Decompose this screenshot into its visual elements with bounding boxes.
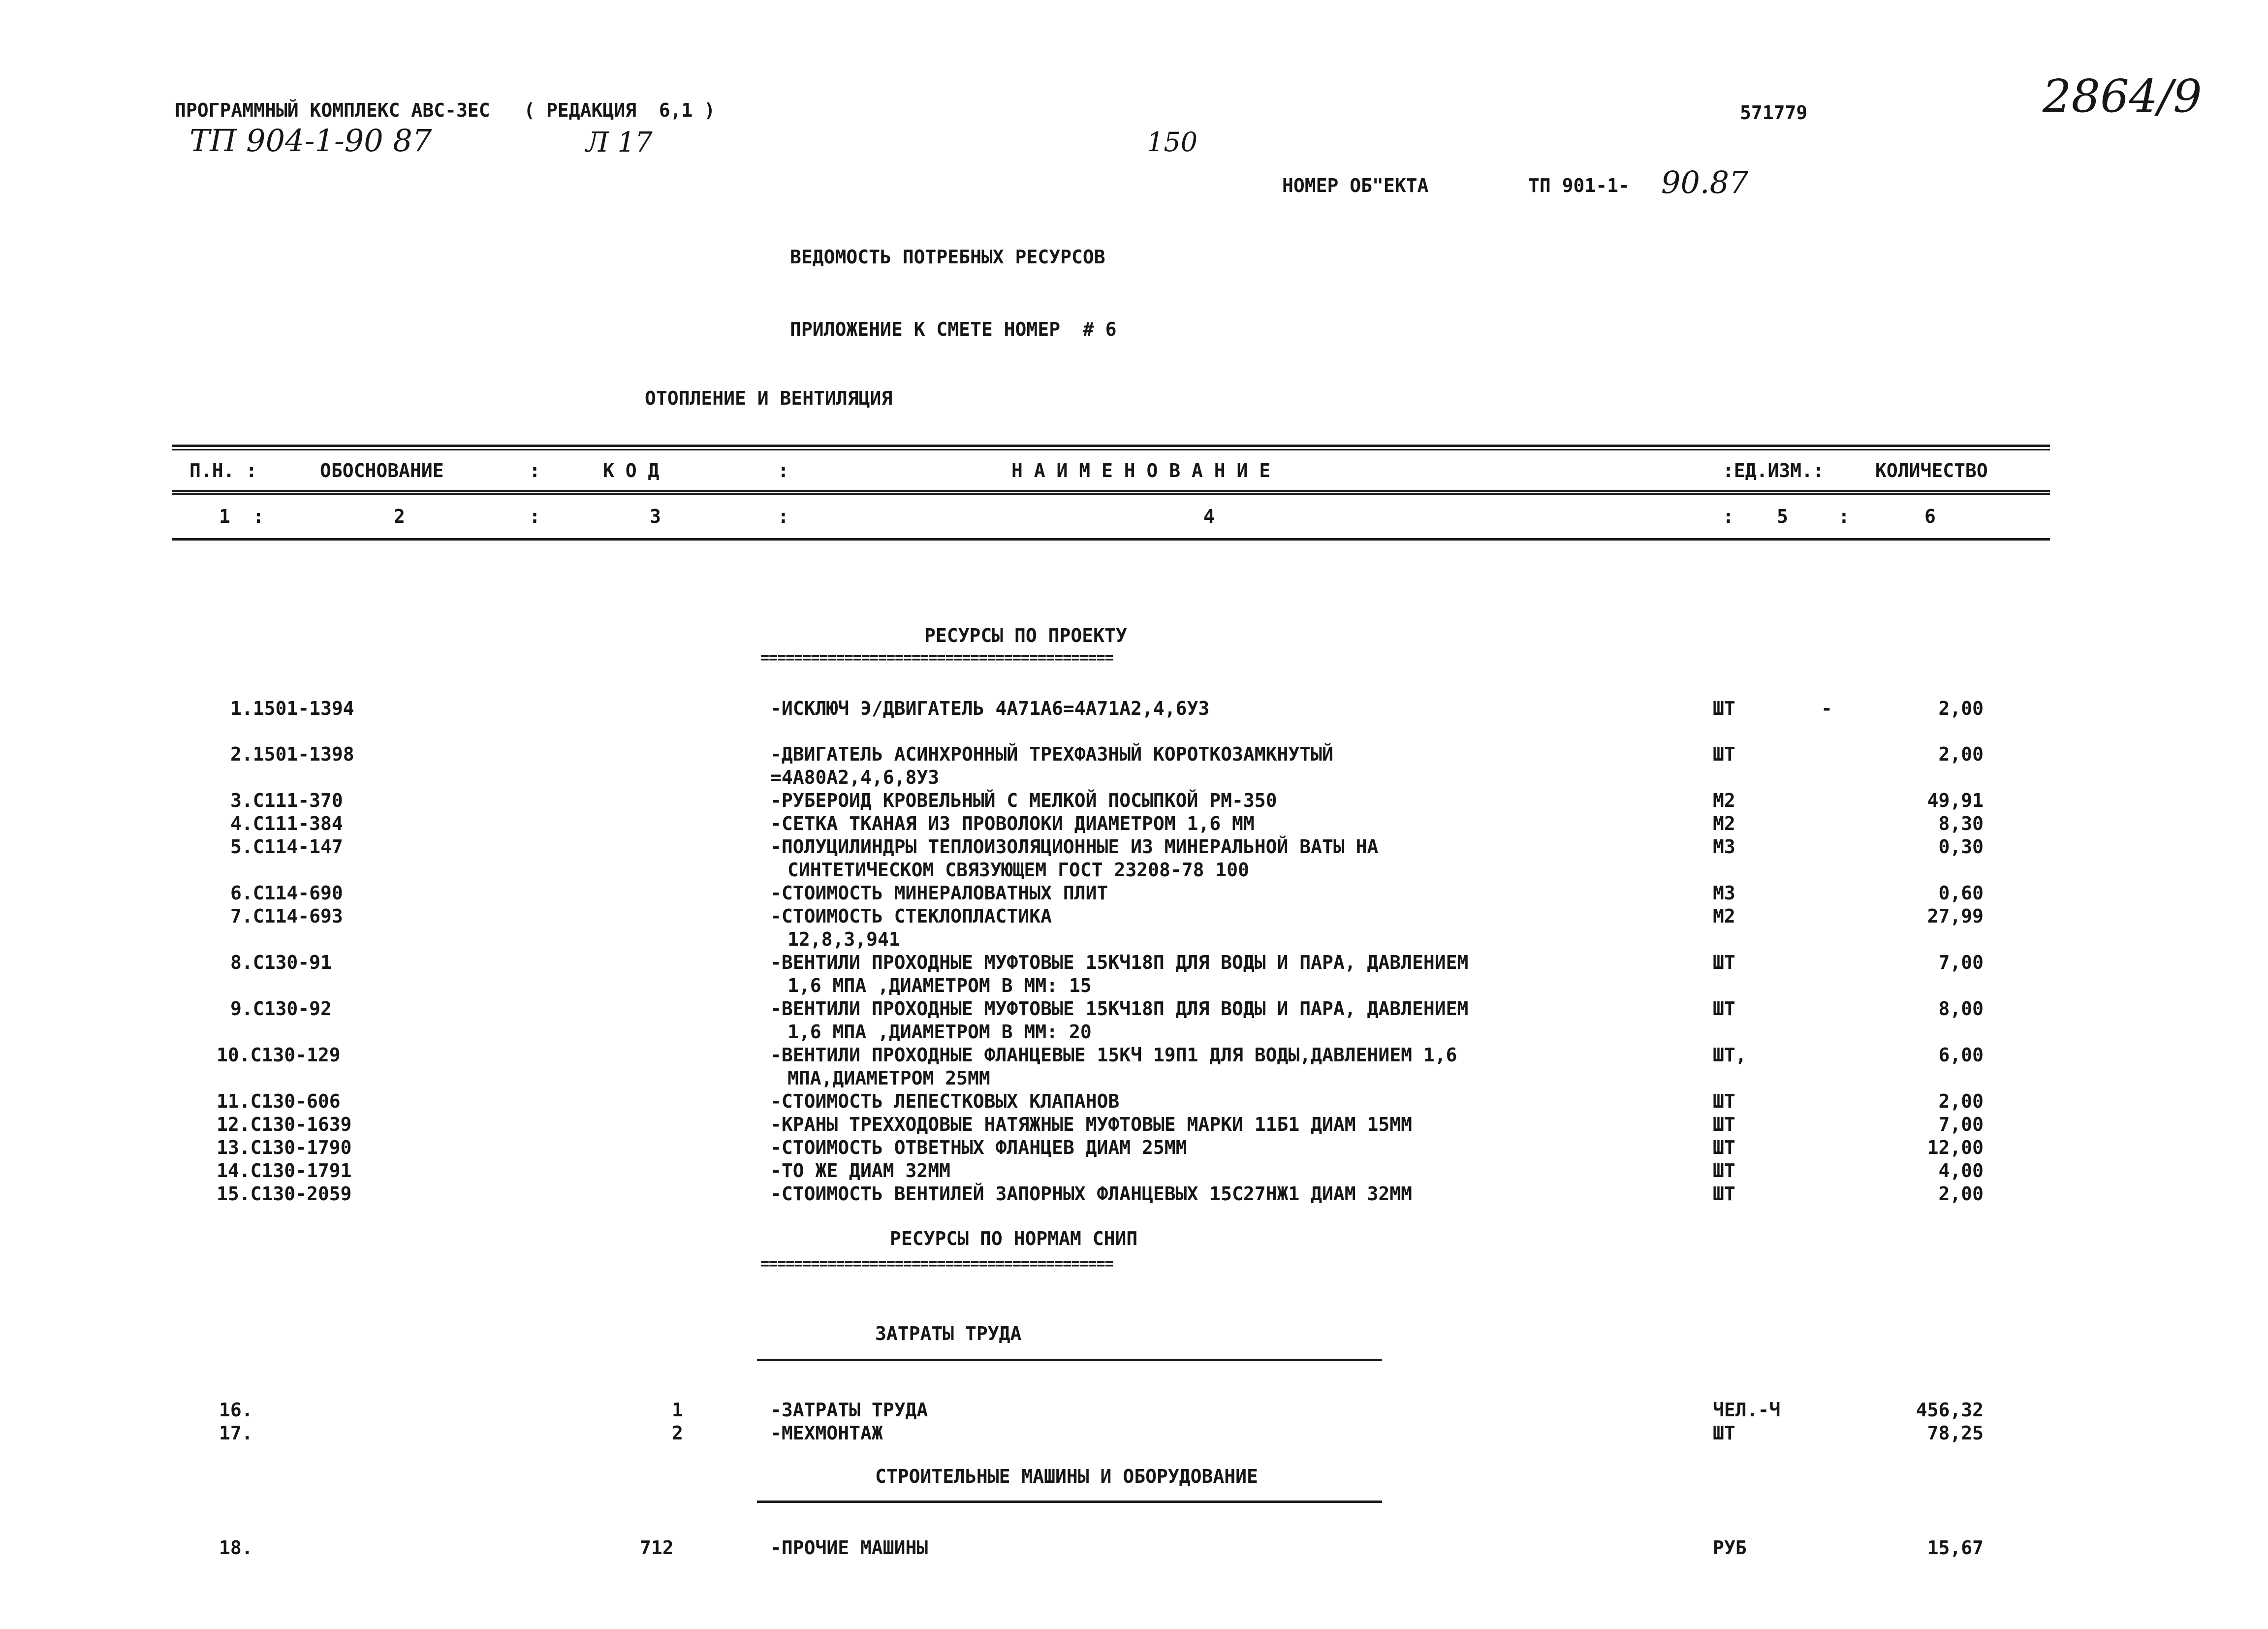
col-number: : [778, 506, 789, 527]
table-row-continuation [0, 1022, 2268, 1047]
col-number: 2 [394, 506, 405, 527]
table-row [0, 1138, 2268, 1163]
row-name-continuation: СИНТЕТИЧЕСКОМ СВЯЗУЮЩЕМ ГОСТ 23208-78 100 [788, 859, 1249, 881]
row-number: 10.С130-129 [217, 1044, 341, 1066]
col-header-name: Н А И М Е Н О В А Н И Е [1011, 460, 1271, 481]
col-number: : [1838, 506, 1850, 527]
row-number: 3.С111-370 [230, 790, 343, 811]
col-number: 5 [1777, 506, 1788, 527]
handwritten-sheet-mark: Л 17 [586, 127, 653, 159]
row-name: -СТОИМОСТЬ ЛЕПЕСТКОВЫХ КЛАПАНОВ [770, 1090, 1120, 1112]
row-quantity: 12,00 [1927, 1137, 1984, 1158]
row-number: 16. [219, 1399, 253, 1421]
row-number: 14.С130-1791 [217, 1160, 352, 1182]
row-number: 2.1501-1398 [230, 743, 354, 765]
table-row [0, 699, 2268, 724]
table-row [0, 884, 2268, 908]
row-name: -ПОЛУЦИЛИНДРЫ ТЕПЛОИЗОЛЯЦИОННЫЕ ИЗ МИНЕРАЛЬНОЙ ВАТЫ НА [770, 836, 1379, 858]
row-name: -СТОИМОСТЬ СТЕКЛОПЛАСТИКА [770, 905, 1052, 927]
row-unit: ШТ [1713, 1137, 1735, 1158]
col-number: 1 : [219, 506, 264, 527]
row-name-continuation: =4А80А2,4,6,8У3 [770, 767, 940, 788]
row-name-continuation: МПА,ДИАМЕТРОМ 25ММ [788, 1067, 990, 1089]
row-number: 13.С130-1790 [217, 1137, 352, 1158]
row-quantity: 15,67 [1927, 1537, 1984, 1559]
table-row [0, 1046, 2268, 1070]
row-name-continuation: 1,6 МПА ,ДИАМЕТРОМ В ММ: 15 [788, 975, 1092, 996]
table-row-continuation [0, 930, 2268, 955]
section-machines-title: СТРОИТЕЛЬНЫЕ МАШИНЫ И ОБОРУДОВАНИЕ [875, 1466, 1258, 1487]
section-norms-underline: ========================================== [760, 1255, 1113, 1273]
row-name: -СЕТКА ТКАНАЯ ИЗ ПРОВОЛОКИ ДИАМЕТРОМ 1,6 ММ [770, 813, 1255, 834]
row-name: -КРАНЫ ТРЕХХОДОВЫЕ НАТЯЖНЫЕ МУФТОВЫЕ МАРКИ 11Б1 ДИАМ 15ММ [770, 1114, 1413, 1135]
col-number: 4 [1203, 506, 1215, 527]
table-row-continuation [0, 1069, 2268, 1093]
col-number: : [1723, 506, 1734, 527]
section-project-title: РЕСУРСЫ ПО ПРОЕКТУ [924, 625, 1127, 646]
section-labor-rule [757, 1359, 1382, 1361]
col-number: : [529, 506, 540, 527]
row-unit: ШТ [1713, 952, 1735, 973]
table-row [0, 1161, 2268, 1186]
row-name: -ИСКЛЮЧ Э/ДВИГАТЕЛЬ 4А71А6=4А71А2,4,6У3 [770, 698, 1210, 719]
col-header-sep: : [778, 460, 789, 481]
row-name: -МЕХМОНТАЖ [770, 1422, 883, 1444]
header-top-rule-thin [172, 449, 2050, 450]
row-quantity: 7,00 [1938, 952, 1984, 973]
header-mid-rule [172, 490, 2050, 492]
row-number: 1.1501-1394 [230, 698, 354, 719]
row-code: 2 [672, 1422, 683, 1444]
row-name: -СТОИМОСТЬ ОТВЕТНЫХ ФЛАНЦЕВ ДИАМ 25ММ [770, 1137, 1187, 1158]
row-number: 7.С114-693 [230, 905, 343, 927]
row-number: 15.С130-2059 [217, 1183, 352, 1205]
row-quantity: 2,00 [1938, 1090, 1984, 1112]
table-row [0, 907, 2268, 931]
table-row [0, 745, 2268, 769]
row-name: -ВЕНТИЛИ ПРОХОДНЫЕ МУФТОВЫЕ 15КЧ18П ДЛЯ ВОДЫ И ПАРА, ДАВЛЕНИЕМ [770, 952, 1469, 973]
row-unit: М2 [1713, 905, 1735, 927]
table-row [0, 837, 2268, 862]
section-labor-title: ЗАТРАТЫ ТРУДА [875, 1323, 1022, 1344]
col-header-unit: :ЕД.ИЗМ.: [1723, 460, 1824, 481]
table-row [0, 1092, 2268, 1117]
row-unit: М2 [1713, 813, 1735, 834]
row-name-continuation: 12,8,3,941 [788, 928, 900, 950]
row-dash: - [1821, 698, 1832, 719]
row-number: 8.С130-91 [230, 952, 332, 973]
row-unit: М3 [1713, 836, 1735, 858]
table-row [0, 1538, 2268, 1563]
header-mid-rule-thin [172, 493, 2050, 495]
row-unit: РУБ [1713, 1537, 1747, 1559]
row-name: -ВЕНТИЛИ ПРОХОДНЫЕ МУФТОВЫЕ 15КЧ18П ДЛЯ ВОДЫ И ПАРА, ДАВЛЕНИЕМ [770, 998, 1469, 1020]
row-unit: ШТ [1713, 1114, 1735, 1135]
row-quantity: 27,99 [1927, 905, 1984, 927]
object-number-label: НОМЕР ОБ"ЕКТА [1282, 175, 1429, 196]
row-quantity: 2,00 [1938, 1183, 1984, 1205]
table-row [0, 953, 2268, 978]
section-norms-title: РЕСУРСЫ ПО НОРМАМ СНИП [890, 1228, 1138, 1249]
table-row-continuation [0, 861, 2268, 885]
section-machines-rule [757, 1501, 1382, 1503]
row-quantity: 78,25 [1927, 1422, 1984, 1444]
col-number: 3 [650, 506, 661, 527]
row-unit: ШТ [1713, 698, 1735, 719]
row-name: -СТОИМОСТЬ ВЕНТИЛЕЙ ЗАПОРНЫХ ФЛАНЦЕВЫХ 15С27НЖ1 ДИАМ 32ММ [770, 1183, 1413, 1205]
row-unit: ШТ [1713, 1090, 1735, 1112]
row-number: 6.С114-690 [230, 882, 343, 904]
row-number: 12.С130-1639 [217, 1114, 352, 1135]
table-row [0, 791, 2268, 816]
table-row-continuation [0, 768, 2268, 793]
table-row [0, 1424, 2268, 1448]
row-unit: ЧЕЛ.-Ч [1713, 1399, 1781, 1421]
row-quantity: 8,00 [1938, 998, 1984, 1020]
section-title: ОТОПЛЕНИЕ И ВЕНТИЛЯЦИЯ [645, 387, 893, 409]
row-quantity: 0,30 [1938, 836, 1984, 858]
row-unit: ШТ [1713, 1160, 1735, 1182]
table-row [0, 1115, 2268, 1140]
section-project-underline: ========================================== [760, 649, 1113, 667]
row-quantity: 2,00 [1938, 743, 1984, 765]
row-unit: ШТ, [1713, 1044, 1747, 1066]
row-quantity: 7,00 [1938, 1114, 1984, 1135]
row-quantity: 8,30 [1938, 813, 1984, 834]
row-name: -ЗАТРАТЫ ТРУДА [770, 1399, 928, 1421]
row-name: -ПРОЧИЕ МАШИНЫ [770, 1537, 928, 1559]
col-header-qty: КОЛИЧЕСТВО [1875, 460, 1988, 481]
row-number: 5.С114-147 [230, 836, 343, 858]
document-code: 571779 [1740, 102, 1808, 124]
handwritten-page-number: 150 [1147, 127, 1198, 158]
row-unit: ШТ [1713, 998, 1735, 1020]
table-row [0, 814, 2268, 839]
row-name: -ДВИГАТЕЛЬ АСИНХРОННЫЙ ТРЕХФАЗНЫЙ КОРОТКОЗАМКНУТЫЙ [770, 743, 1333, 765]
header-bottom-rule [172, 538, 2050, 541]
row-code: 712 [640, 1537, 674, 1559]
main-title: ВЕДОМОСТЬ ПОТРЕБНЫХ РЕСУРСОВ [790, 246, 1105, 268]
row-name: -ВЕНТИЛИ ПРОХОДНЫЕ ФЛАНЦЕВЫЕ 15КЧ 19П1 ДЛЯ ВОДЫ,ДАВЛЕНИЕМ 1,6 [770, 1044, 1457, 1066]
object-number-value: ТП 901-1- [1528, 175, 1630, 196]
col-number: 6 [1924, 506, 1936, 527]
row-quantity: 456,32 [1916, 1399, 1984, 1421]
row-quantity: 2,00 [1938, 698, 1984, 719]
col-header-pn: П.Н. : [189, 460, 257, 481]
table-row-continuation [0, 976, 2268, 1001]
row-quantity: 0,60 [1938, 882, 1984, 904]
row-unit: ШТ [1713, 1422, 1735, 1444]
col-header-sep: : [529, 460, 540, 481]
row-code: 1 [672, 1399, 683, 1421]
handwritten-project-number: ТП 904-1-90 87 [189, 123, 432, 159]
row-unit: ШТ [1713, 743, 1735, 765]
row-number: 18. [219, 1537, 253, 1559]
col-header-code: К О Д [603, 460, 660, 481]
table-row [0, 999, 2268, 1024]
row-name-continuation: 1,6 МПА ,ДИАМЕТРОМ В ММ: 20 [788, 1021, 1092, 1043]
object-number-handwritten: 90.87 [1661, 164, 1749, 200]
row-number: 9.С130-92 [230, 998, 332, 1020]
table-row [0, 1184, 2268, 1209]
handwritten-corner-number: 2864/9 [2043, 70, 2202, 123]
row-number: 17. [219, 1422, 253, 1444]
row-unit: М3 [1713, 882, 1735, 904]
row-quantity: 6,00 [1938, 1044, 1984, 1066]
table-row [0, 1401, 2268, 1425]
row-number: 4.С111-384 [230, 813, 343, 834]
col-header-basis: ОБОСНОВАНИЕ [320, 460, 444, 481]
row-unit: ШТ [1713, 1183, 1735, 1205]
row-name: -ТО ЖЕ ДИАМ 32ММ [770, 1160, 951, 1182]
header-top-rule [172, 445, 2050, 447]
row-unit: М2 [1713, 790, 1735, 811]
program-header: ПРОГРАММНЫЙ КОМПЛЕКС АВС-3ЕС ( РЕДАКЦИЯ 6,1 ) [175, 99, 716, 121]
row-number: 11.С130-606 [217, 1090, 341, 1112]
appendix-title: ПРИЛОЖЕНИЕ К СМЕТЕ НОМЕР # 6 [790, 319, 1117, 340]
row-quantity: 4,00 [1938, 1160, 1984, 1182]
row-name: -СТОИМОСТЬ МИНЕРАЛОВАТНЫХ ПЛИТ [770, 882, 1108, 904]
row-quantity: 49,91 [1927, 790, 1984, 811]
row-name: -РУБЕРОИД КРОВЕЛЬНЫЙ С МЕЛКОЙ ПОСЫПКОЙ РМ-350 [770, 790, 1277, 811]
